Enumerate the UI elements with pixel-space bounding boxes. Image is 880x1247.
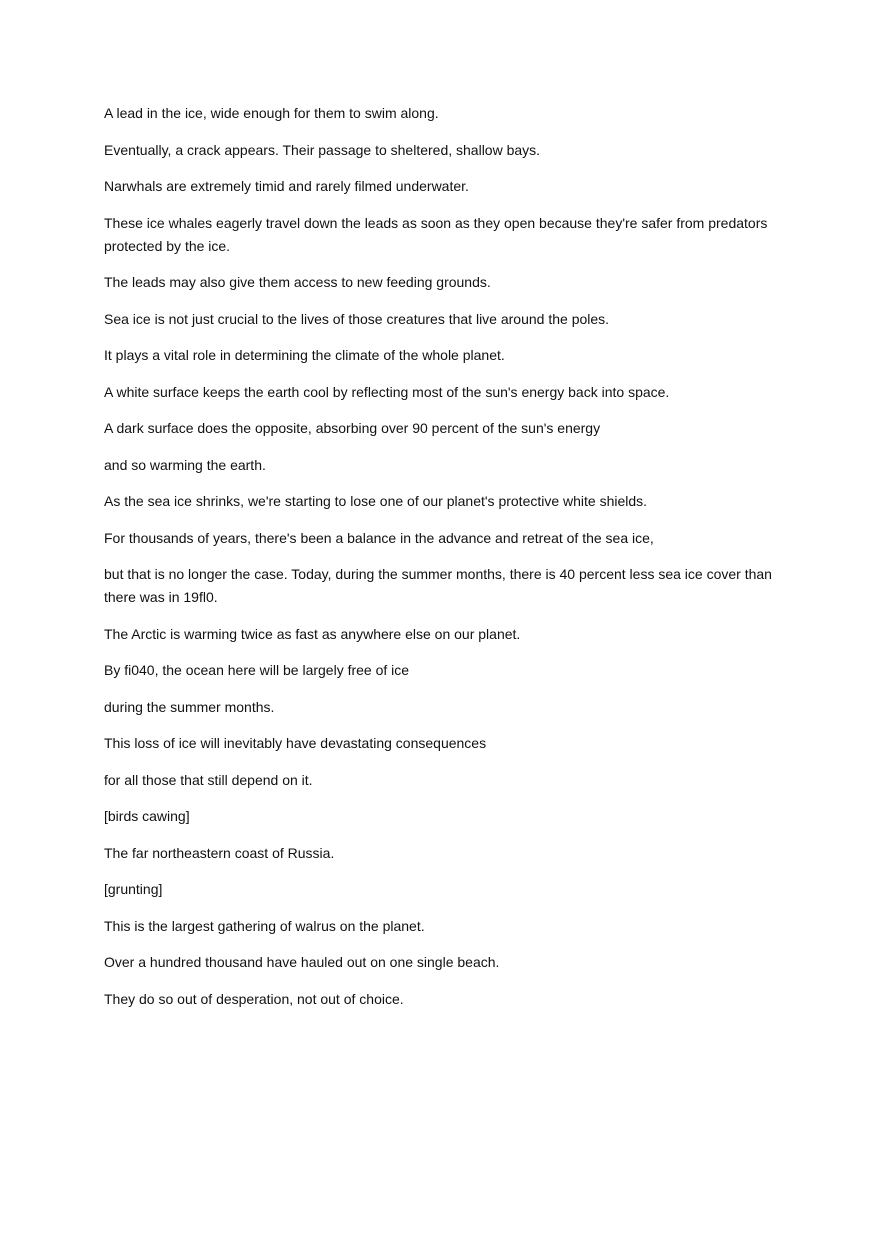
paragraph: As the sea ice shrinks, we're starting to lose one of our planet's protective white shields. bbox=[104, 493, 648, 509]
paragraph: during the summer months. bbox=[104, 698, 275, 715]
paragraph: A dark surface does the opposite, absorbing over 90 percent of the sun's energy bbox=[104, 420, 601, 436]
paragraph: A lead in the ice, wide enough for them to swim along. bbox=[104, 105, 439, 121]
paragraph: It plays a vital role in determining the climate of the whole planet. bbox=[104, 347, 505, 363]
paragraph: but that is no longer the case. Today, during the summer months, there is 40 percent less sea ice cover than there was in 19fl0. bbox=[104, 566, 772, 605]
paragraph: The far northeastern coast of Russia. bbox=[104, 844, 335, 861]
paragraph: for all those that still depend on it. bbox=[104, 771, 313, 788]
paragraph: These ice whales eagerly travel down the leads as soon as they open because they're safer from predators protected by the ice. bbox=[104, 214, 768, 254]
paragraph: The leads may also give them access to new feeding grounds. bbox=[104, 274, 491, 290]
paragraph: By fi040, the ocean here will be largely free of ice bbox=[104, 662, 410, 678]
paragraph: Sea ice is not just crucial to the lives of those creatures that live around the poles. bbox=[104, 310, 610, 327]
paragraph: and so warming the earth. bbox=[104, 456, 266, 473]
paragraph: For thousands of years, there's been a balance in the advance and retreat of the sea ice, bbox=[104, 529, 654, 546]
paragraph: The Arctic is warming twice as fast as anywhere else on our planet. bbox=[104, 625, 521, 642]
document-page bbox=[104, 102, 774, 1024]
paragraph: A white surface keeps the earth cool by reflecting most of the sun's energy back into space. bbox=[104, 383, 670, 400]
paragraph: Eventually, a crack appears. Their passage to sheltered, shallow bays. bbox=[104, 141, 541, 158]
paragraph: This is the largest gathering of walrus on the planet. bbox=[104, 917, 425, 934]
paragraph: [birds cawing] bbox=[104, 808, 190, 824]
paragraph: [grunting] bbox=[104, 881, 163, 897]
paragraph: Over a hundred thousand have hauled out on one single beach. bbox=[104, 954, 500, 970]
paragraph: This loss of ice will inevitably have devastating consequences bbox=[104, 735, 487, 751]
paragraph: They do so out of desperation, not out of choice. bbox=[104, 990, 404, 1007]
paragraph: Narwhals are extremely timid and rarely filmed underwater. bbox=[104, 178, 469, 194]
